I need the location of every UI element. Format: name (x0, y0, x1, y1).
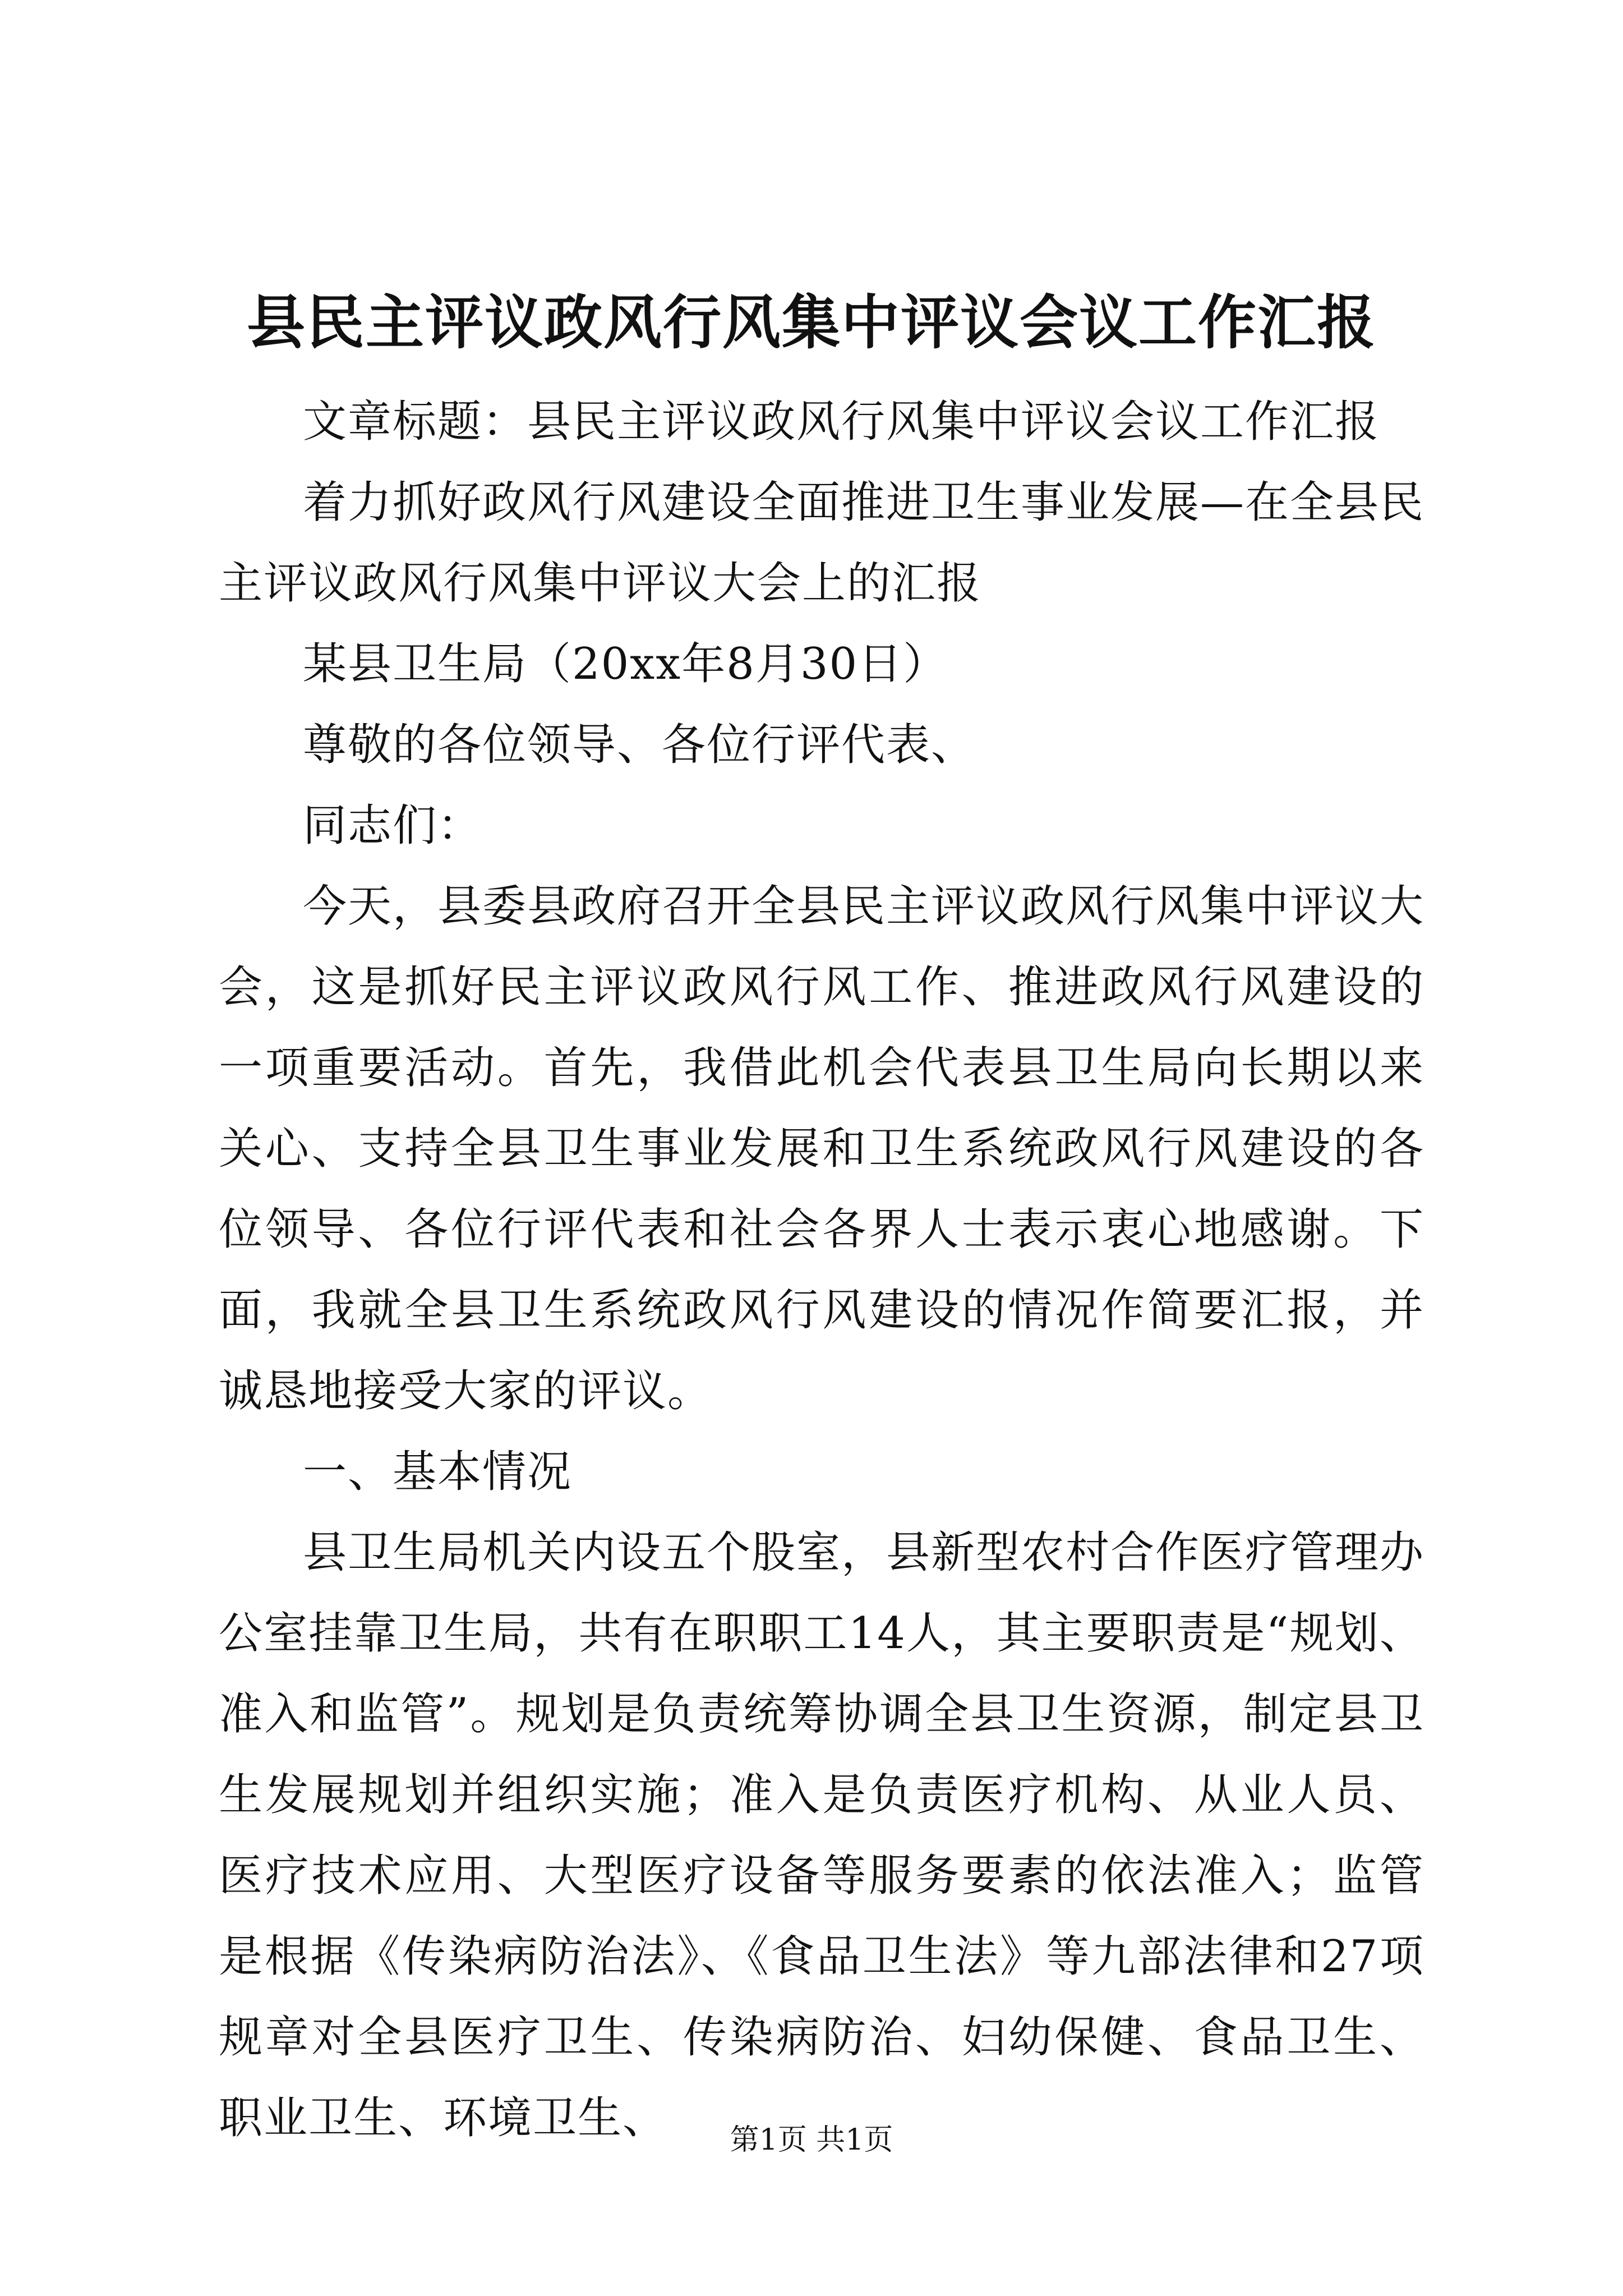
basic-situation-paragraph: 县卫生局机关内设五个股室，县新型农村合作医疗管理办公室挂靠卫生局，共有在职职工14人，其主要职责是“规划、准入和监管”。规划是负责统筹协调全县卫生资源，制定县卫生发展规划并组织实施；准入是负责医疗机构、从业人员、医疗技术应用、大型医疗设备等服务要素的依法准入；监管是根据《传染病防治法》、《食品卫生法》等九部法律和27项规章对全县医疗卫生、传染病防治、妇幼保健、食品卫生、职业卫生、环境卫生、 (219, 1527, 1425, 2143)
salutation-line-1: 尊敬的各位领导、各位行评代表、 (303, 720, 976, 770)
report-author-date: 某县卫生局（20xx年8月30日） (303, 639, 948, 689)
salutation-line-2: 同志们： (303, 800, 483, 851)
report-subtitle: 着力抓好政风行风建设全面推进卫生事业发展—在全县民主评议政风行风集中评议大会上的汇报 (219, 477, 1425, 609)
page-footer: 第1页 共1页 (730, 2123, 893, 2157)
document-title: 县民主评议政风行风集中评议会议工作汇报 (246, 288, 1376, 357)
document-body (219, 381, 1424, 2159)
section-heading-basic-situation: 一、基本情况 (303, 1447, 573, 1497)
intro-paragraph: 今天，县委县政府召开全县民主评议政风行风集中评议大会，这是抓好民主评议政风行风工作、推进政风行风建设的一项重要活动。首先，我借此机会代表县卫生局向长期以来关心、支持全县卫生事业发展和卫生系统政风行风建设的各位领导、各位行评代表和社会各界人士表示衷心地感谢。下面，我就全县卫生系统政风行风建设的情况作简要汇报，并诚恳地接受大家的评议。 (219, 881, 1425, 1416)
article-title-line: 文章标题：县民主评议政风行风集中评议会议工作汇报 (303, 397, 1380, 447)
